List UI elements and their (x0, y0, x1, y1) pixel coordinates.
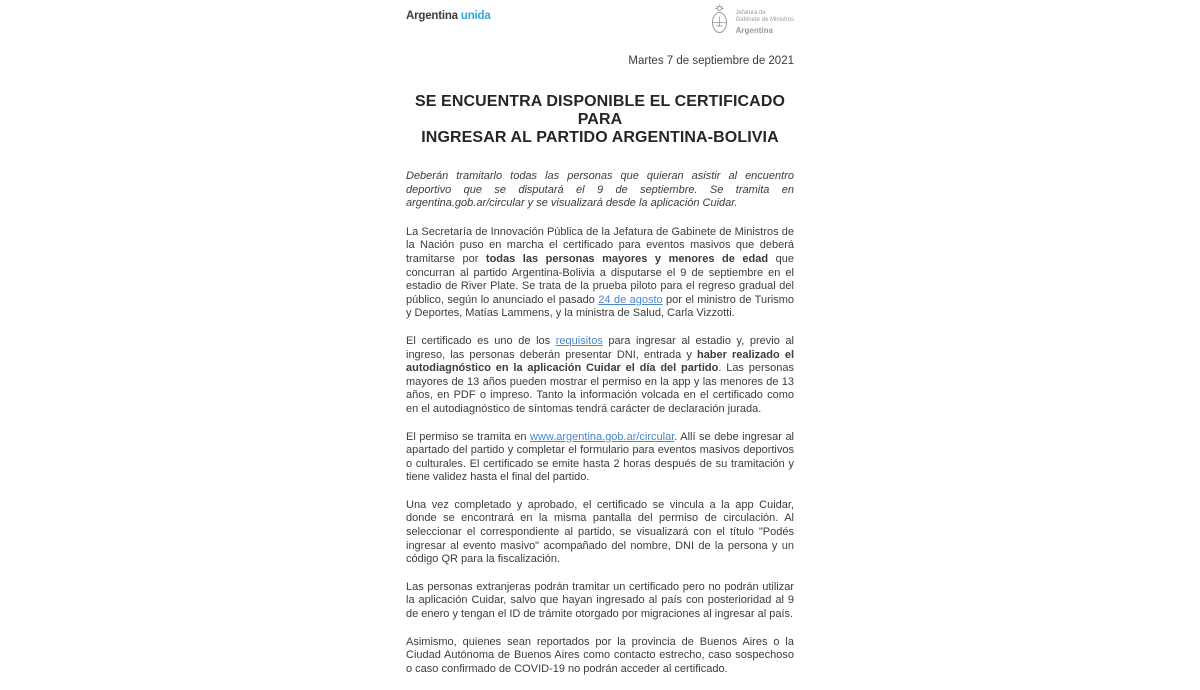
brand-word-argentina: Argentina (406, 10, 458, 22)
text-segment: todas las personas mayores y menores de edad (485, 252, 769, 265)
text-segment: por el ministro de Turismo y Deportes, Matías Lammens, y la ministra de Salud, Carla Vizzotti. (406, 293, 794, 320)
text-segment: haber realizado el autodiagnóstico en la aplicación Cuidar el día del partido (406, 348, 794, 375)
page-header (406, 0, 794, 41)
article-paragraph-3 (406, 431, 794, 485)
text-segment: . Las personas mayores de 13 años pueden mostrar el permiso en la app y las menores de 13 años, en PDF o impreso. Tanto la información volcada en el certificado como en el autodiagnóstico de síntomas tendrá carácter de declaración jurada. (406, 362, 794, 415)
link-requisitos[interactable]: requisitos (555, 334, 603, 347)
jefatura-logo-text (736, 10, 794, 36)
text-segment: Asimismo, quienes sean reportados por la provincia de Buenos Aires o la Ciudad Autónoma de Buenos Aires como contacto estrecho, caso sospechoso o caso confirmado de COVID-19 no podrán acceder al certificado. (406, 635, 794, 675)
article-paragraph-2 (406, 335, 794, 417)
link-24-de-agosto[interactable]: 24 de agosto (598, 293, 663, 306)
link-argentina-gob-ar-circular[interactable]: www.argentina.gob.ar/circular (529, 430, 675, 443)
article-paragraph-5 (406, 581, 794, 622)
content-column (406, 0, 794, 690)
publication-date: Martes 7 de septiembre de 2021 (628, 55, 794, 67)
article-paragraph-6 (406, 636, 794, 677)
article-title-line2: INGRESAR AL PARTIDO ARGENTINA-BOLIVIA (421, 129, 779, 146)
article-title-line1: SE ENCUENTRA DISPONIBLE EL CERTIFICADO PARA (414, 93, 786, 128)
text-segment: para ingresar al estadio y, previo al ingreso, las personas deberán presentar DNI, entrada y (406, 334, 794, 361)
text-segment: El permiso se tramita en (406, 430, 530, 443)
text-segment: Una vez completado y aprobado, el certificado se vincula a la app Cuidar, donde se encontrará en la misma pantalla del permiso de circulación. Al seleccionar el correspondiente al partido, se visualizará con el título "Podés ingresar al evento masivo" acompañado del nombre, DNI de la persona y un código QR para la fiscalización. (406, 498, 794, 566)
jefatura-gabinete-logo (708, 4, 794, 41)
coat-of-arms-icon (708, 4, 731, 41)
text-segment: El certificado es uno de los (406, 334, 556, 347)
text-segment: . Allí se debe ingresar al apartado del partido y completar el formulario para eventos masivos deportivos o culturales. El certificado se emite hasta 2 horas después de su tramitación y tiene validez hasta el final del partido. (406, 430, 795, 484)
jefatura-logo-line3: Argentina (735, 25, 773, 35)
article-title (406, 93, 794, 147)
article-paragraph-4 (406, 499, 794, 567)
brand-word-unida: unida (460, 10, 491, 22)
article-lead: Deberán tramitarlo todas las personas que quieran asistir al encuentro deportivo que se disputará el 9 de septiembre. Se tramita en argentina.gob.ar/circular y se visualizará desde la aplicación Cuidar. (406, 170, 794, 210)
article-paragraph-1 (406, 226, 794, 321)
jefatura-logo-line2: Gabinete de Ministros (735, 17, 794, 23)
text-segment: que concurran al partido Argentina-Bolivia a disputarse el 9 de septiembre en el estadio de River Plate. Se trata de la prueba piloto para el regreso gradual del público, según lo anunciado el pasado (406, 252, 794, 306)
text-segment: Las personas extranjeras podrán tramitar un certificado pero no podrán utilizar la aplicación Cuidar, salvo que hayan ingresado al país con posterioridad al 9 de enero y tengan el ID de trámite otorgado por migraciones al ingresar al país. (406, 580, 794, 621)
jefatura-logo-line1: Jefatura de (735, 9, 766, 16)
argentina-unida-logo (406, 4, 491, 22)
text-segment: La Secretaría de Innovación Pública de la Jefatura de Gabinete de Ministros de la Nación puso en marcha el certificado para eventos masivos que deberá tramitarse por (406, 225, 794, 265)
